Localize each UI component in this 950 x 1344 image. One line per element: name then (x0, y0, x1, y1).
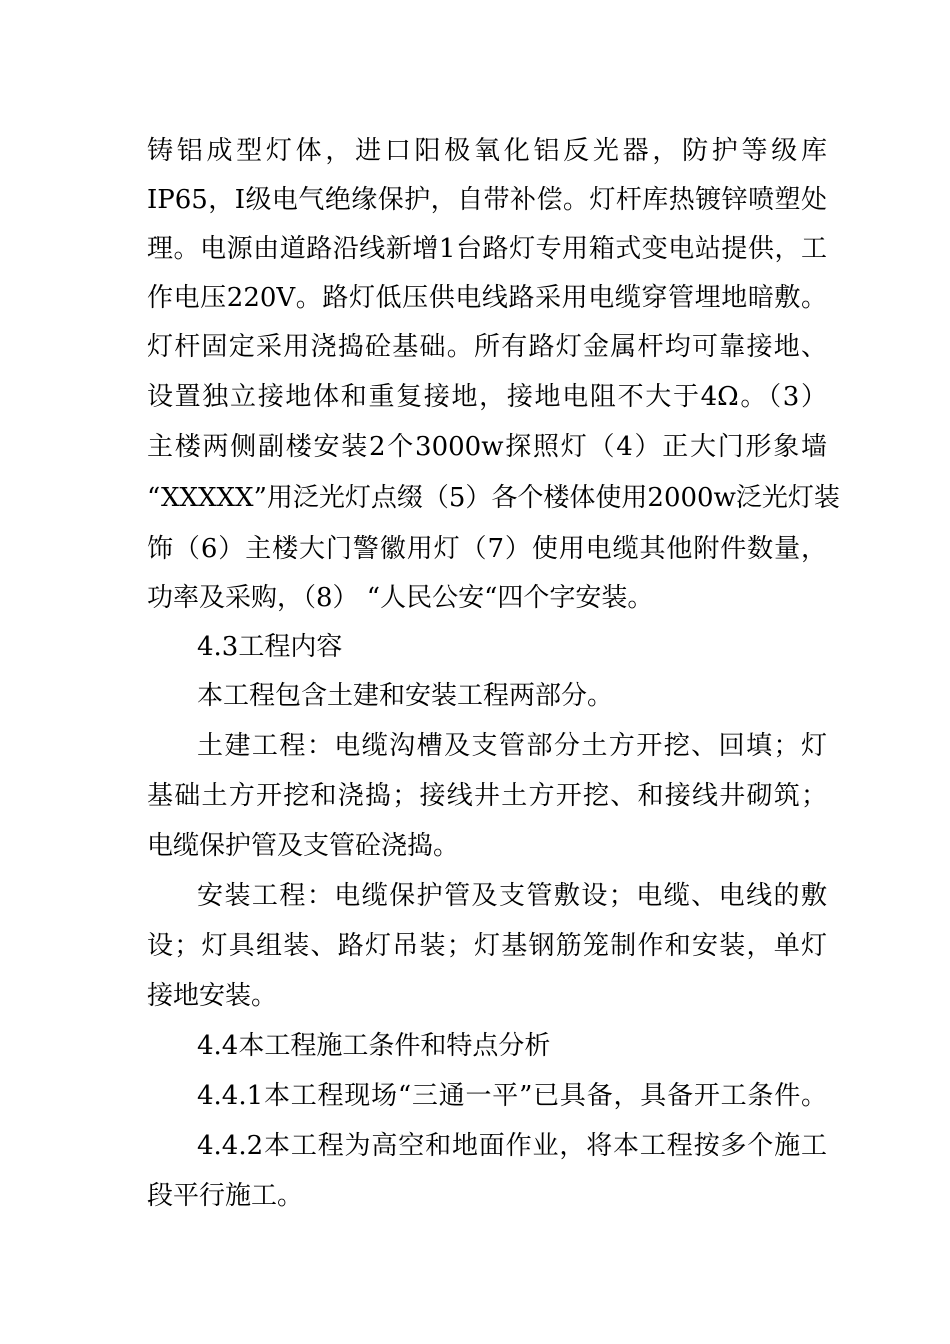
body-text-line: 基础土方开挖和浇捣；接线井土方开挖、和接线井砌筑； (147, 781, 827, 811)
body-text-line: 功率及采购，（8） “人民公安“四个字安装。 (147, 583, 654, 613)
body-text-line: 接地安装。 (147, 981, 278, 1011)
body-text-line: 设；灯具组装、路灯吊装；灯基钢筋笼制作和安装，单灯 (147, 931, 827, 961)
body-text-line: 主楼两侧副楼安装2个3000w探照灯（4）正大门形象墙 (147, 432, 827, 462)
body-text-line: 作电压220V。路灯低压供电线路采用电缆穿管埋地暗敷。 (147, 283, 827, 313)
body-text-line: 理。电源由道路沿线新增1台路灯专用箱式变电站提供，工 (147, 234, 827, 264)
body-text-line: 安装工程：电缆保护管及支管敷设；电缆、电线的敷 (197, 881, 827, 911)
body-text-line: 灯杆固定采用浇捣砼基础。所有路灯金属杆均可靠接地、 (147, 332, 827, 362)
body-text-line: 土建工程：电缆沟槽及支管部分土方开挖、回填；灯 (197, 731, 827, 761)
body-text-line: “XXXXX”用泛光灯点缀（5）各个楼体使用2000w泛光灯装 (147, 483, 840, 513)
body-text-line: 铸铝成型灯体，进口阳极氧化铝反光器，防护等级库 (147, 136, 827, 166)
section-heading: 4.3工程内容 (197, 632, 343, 662)
section-heading: 4.4本工程施工条件和特点分析 (197, 1031, 551, 1061)
body-text-line: 4.4.2本工程为高空和地面作业，将本工程按多个施工 (197, 1131, 827, 1161)
body-text-line: 电缆保护管及支管砼浇捣。 (147, 831, 460, 861)
body-text-line: 本工程包含土建和安装工程两部分。 (197, 681, 614, 711)
body-text-line: IP65，I级电气绝缘保护，自带补偿。灯杆库热镀锌喷塑处 (147, 185, 827, 215)
body-text-line: 段平行施工。 (147, 1181, 304, 1211)
body-text-line: 设置独立接地体和重复接地，接地电阻不大于4Ω。（3） (147, 382, 827, 412)
body-text-line: 饰（6）主楼大门警徽用灯（7）使用电缆其他附件数量， (147, 534, 827, 564)
body-text-line: 4.4.1本工程现场“三通一平”已具备，具备开工条件。 (197, 1081, 827, 1111)
